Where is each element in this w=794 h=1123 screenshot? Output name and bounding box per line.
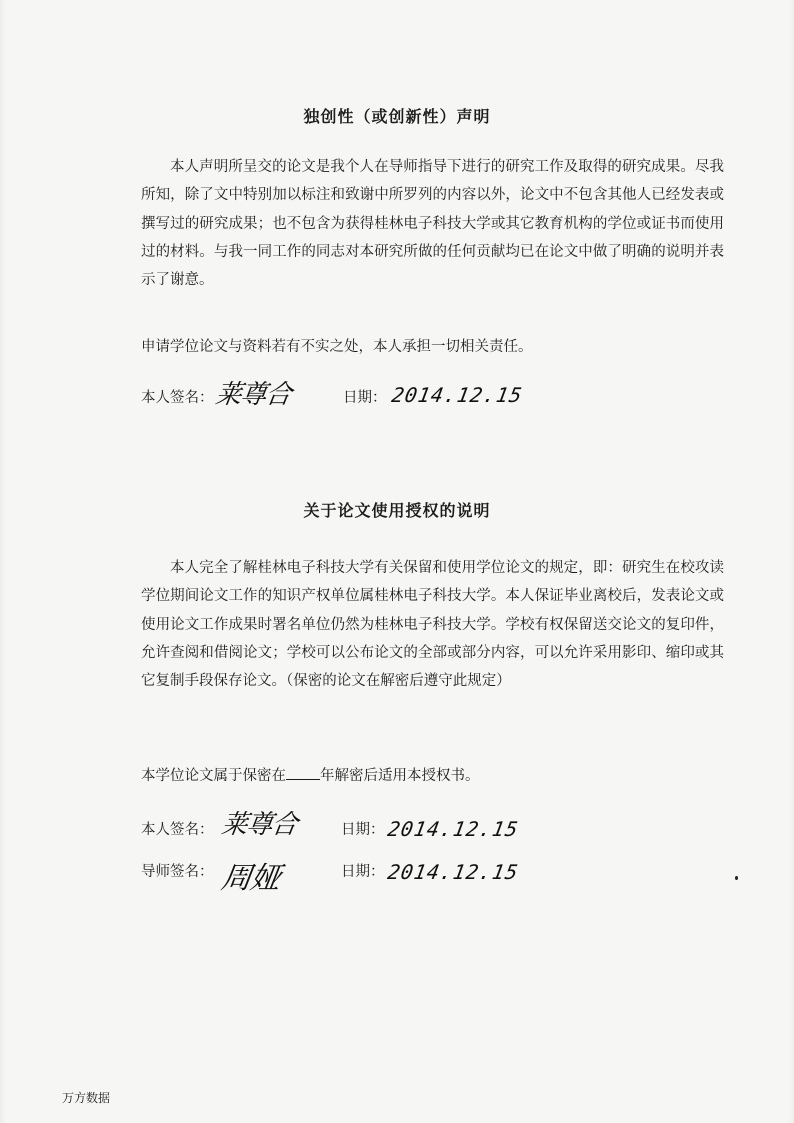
secrecy-prefix: 本学位论文属于保密在 [141,768,286,784]
watermark-footer: 万方数据 [62,1091,111,1105]
signature-date-2: 2014.12.15 [385,817,521,841]
signature-date: 2014.12.15 [389,383,525,407]
date-label-2: 日期： [341,822,385,838]
author-signature-label: 本人签名： [141,390,214,406]
author-signature: 莱尊合 [213,380,293,410]
signature-date-3: 2014.12.15 [385,860,521,884]
responsibility-text: 申请学位论文与资料若有不实之处，本人承担一切相关责任。 [141,339,533,355]
originality-title: 独创性（或创新性）声明 [303,107,491,126]
date-label: 日期： [343,390,387,406]
author-signature-label-2: 本人签名： [141,822,214,838]
author-signature-2: 莱尊合 [219,810,299,840]
originality-statement: 本人声明所呈交的论文是我个人在导师指导下进行的研究工作及取得的研究成果。尽我所知，除了文中特别加以标注和致谢中所罗列的内容以外，论文中不包含其他人已经发表或撰写过的研究成果；也不包含为获得桂林电子科技大学或其它教育机构的学位或证书而使用过的材料。与我一同工作的同志对本研究所做的任何贡献均已在论文中做了明确的说明并表示了谢意。 [141,159,724,289]
secrecy-line [141,764,480,785]
authorization-title: 关于论文使用授权的说明 [303,501,491,520]
advisor-signature: 周娅 [219,861,282,896]
authorization-statement: 本人完全了解桂林电子科技大学有关保留和使用学位论文的规定，即：研究生在校攻读学位期间论文工作的知识产权单位属桂林电子科技大学。本人保证毕业离校后，发表论文或使用论文工作成果时署名单位仍然为桂林电子科技大学。学校有权保留送交论文的复印件，允许查阅和借阅论文；学校可以公布论文的全部或部分内容，可以允许采用影印、缩印或其它复制手段保存论文。（保密的论文在解密后遵守此规定） [141,560,724,690]
secrecy-suffix: 年解密后适用本授权书。 [320,768,480,784]
secrecy-years-blank [286,767,320,780]
date-label-3: 日期： [341,864,385,880]
ink-speck [735,876,738,880]
advisor-signature-label: 导师签名： [141,864,214,880]
